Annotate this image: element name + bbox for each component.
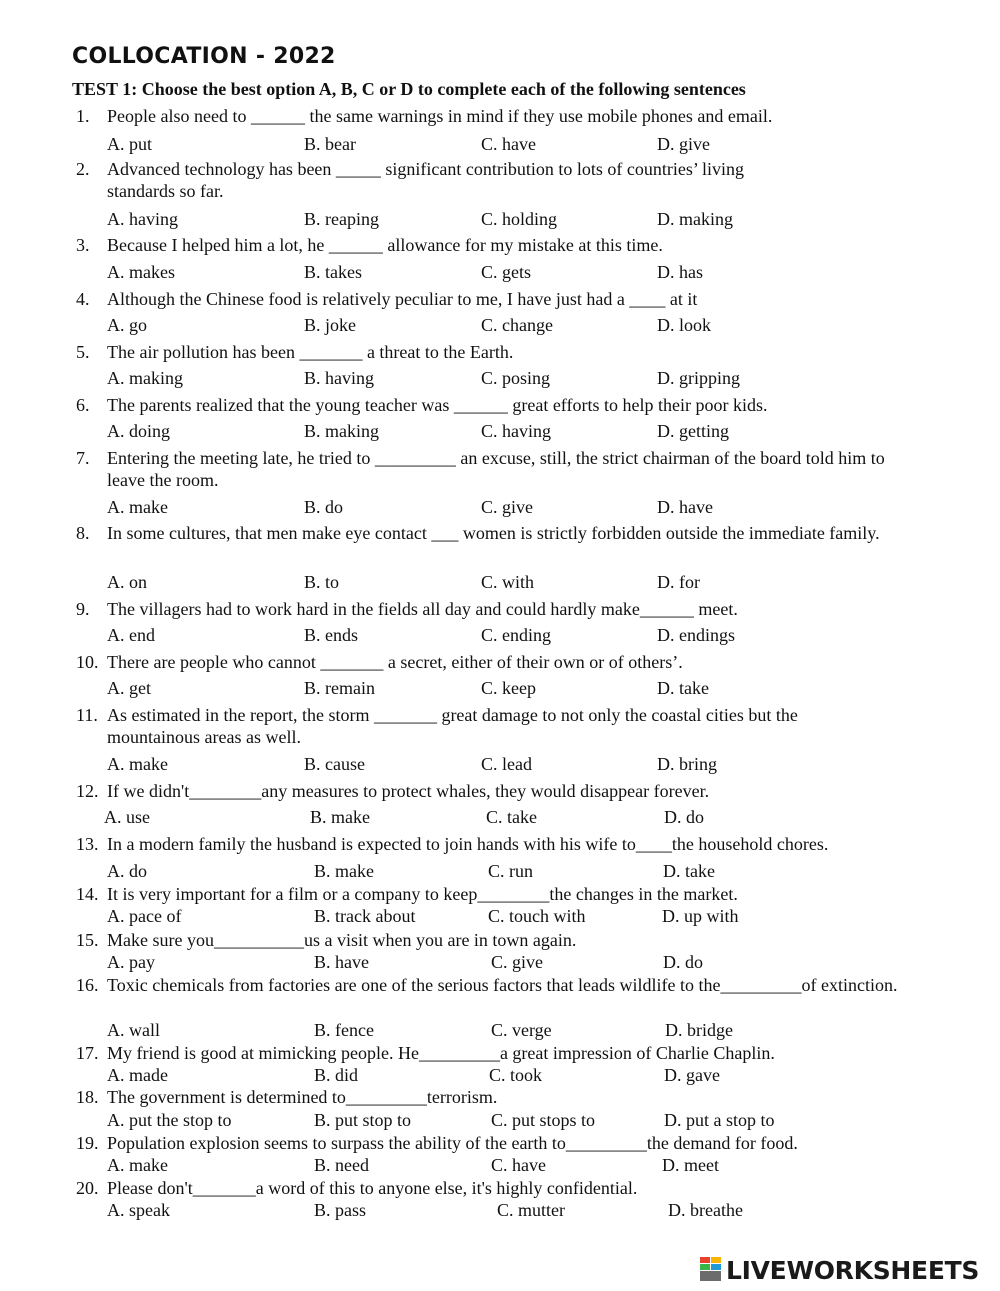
option-a[interactable]: A. made bbox=[107, 1065, 168, 1085]
question-text: In some cultures, that men make eye contact ___ women is strictly forbidden outside the immediate family. bbox=[107, 523, 880, 543]
option-c[interactable]: C. have bbox=[491, 1155, 546, 1175]
question-text: The parents realized that the young teacher was ______ great efforts to help their poor kids. bbox=[107, 395, 768, 415]
question-number: 7. bbox=[76, 448, 90, 468]
option-b[interactable]: B. making bbox=[304, 421, 379, 441]
option-d[interactable]: D. has bbox=[657, 262, 703, 282]
option-c[interactable]: C. give bbox=[491, 952, 543, 972]
question-text: People also need to ______ the same warnings in mind if they use mobile phones and email. bbox=[107, 106, 773, 126]
liveworksheets-logo-icon bbox=[700, 1257, 722, 1283]
question-text: Because I helped him a lot, he ______ allowance for my mistake at this time. bbox=[107, 235, 663, 255]
question-number: 15. bbox=[76, 930, 99, 950]
option-a[interactable]: A. on bbox=[107, 572, 147, 592]
question-text: It is very important for a film or a company to keep________the changes in the market. bbox=[107, 884, 738, 904]
option-b[interactable]: B. pass bbox=[314, 1200, 367, 1220]
question-text: Advanced technology has been _____ significant contribution to lots of countries’ living standards so far. bbox=[107, 159, 745, 201]
question-number: 2. bbox=[76, 159, 90, 179]
option-d[interactable]: D. for bbox=[657, 572, 700, 592]
option-b[interactable]: B. joke bbox=[304, 315, 356, 335]
option-b[interactable]: B. ends bbox=[304, 625, 358, 645]
option-d[interactable]: D. making bbox=[657, 209, 733, 229]
liveworksheets-logo-text: LIVEWORKSHEETS bbox=[726, 1255, 980, 1285]
option-a[interactable]: A. make bbox=[107, 754, 168, 774]
option-b[interactable]: B. did bbox=[314, 1065, 359, 1085]
question-text: Although the Chinese food is relatively peculiar to me, I have just had a ____ at it bbox=[107, 289, 698, 309]
question-text: Please don't_______a word of this to anyone else, it's highly confidential. bbox=[107, 1178, 638, 1198]
option-a[interactable]: A. doing bbox=[107, 421, 170, 441]
option-b[interactable]: B. remain bbox=[304, 678, 375, 698]
question-text: The villagers had to work hard in the fields all day and could hardly make______ meet. bbox=[107, 599, 738, 619]
option-c[interactable]: C. touch with bbox=[488, 906, 586, 926]
question-number: 3. bbox=[76, 235, 90, 255]
question-number: 19. bbox=[76, 1133, 99, 1153]
question-number: 16. bbox=[76, 975, 99, 995]
option-c[interactable]: C. posing bbox=[481, 368, 551, 388]
question-text: There are people who cannot _______ a secret, either of their own or of others’. bbox=[107, 652, 683, 672]
option-d[interactable]: D. take bbox=[663, 861, 715, 881]
test-instruction: TEST 1: Choose the best option A, B, C or D to complete each of the following sentences bbox=[72, 79, 746, 99]
option-d[interactable]: D. bridge bbox=[665, 1020, 733, 1040]
question-text: Toxic chemicals from factories are one of the serious factors that leads wildlife to the_________of extinction. bbox=[107, 975, 898, 995]
question-number: 14. bbox=[76, 884, 99, 904]
option-d[interactable]: D. getting bbox=[657, 421, 729, 441]
option-b[interactable]: B. cause bbox=[304, 754, 365, 774]
option-c[interactable]: C. verge bbox=[491, 1020, 552, 1040]
option-a[interactable]: A. use bbox=[104, 807, 150, 827]
option-a[interactable]: A. end bbox=[107, 625, 155, 645]
question-text: My friend is good at mimicking people. He_________a great impression of Charlie Chaplin. bbox=[107, 1043, 775, 1063]
option-d[interactable]: D. breathe bbox=[668, 1200, 743, 1220]
option-d[interactable]: D. do bbox=[664, 807, 704, 827]
option-b[interactable]: B. bear bbox=[304, 134, 356, 154]
question-text: Entering the meeting late, he tried to _________ an excuse, still, the strict chairman of the board told him to leave the room. bbox=[107, 448, 885, 490]
option-c[interactable]: C. mutter bbox=[497, 1200, 565, 1220]
question-text: Population explosion seems to surpass the ability of the earth to_________the demand for food. bbox=[107, 1133, 798, 1153]
question-text: In a modern family the husband is expected to join hands with his wife to____the household chores. bbox=[107, 834, 829, 854]
question-text: The government is determined to_________terrorism. bbox=[107, 1087, 498, 1107]
option-c[interactable]: C. having bbox=[481, 421, 551, 441]
question-number: 11. bbox=[76, 705, 98, 725]
question-number: 9. bbox=[76, 599, 90, 619]
question-number: 20. bbox=[76, 1178, 99, 1198]
option-a[interactable]: A. speak bbox=[107, 1200, 170, 1220]
option-c[interactable]: C. change bbox=[481, 315, 553, 335]
option-d[interactable]: D. look bbox=[657, 315, 711, 335]
option-a[interactable]: A. do bbox=[107, 861, 147, 881]
option-b[interactable]: B. takes bbox=[304, 262, 362, 282]
option-c[interactable]: C. lead bbox=[481, 754, 532, 774]
question-text: If we didn't________any measures to protect whales, they would disappear forever. bbox=[107, 781, 710, 801]
option-b[interactable]: B. make bbox=[314, 861, 374, 881]
option-d[interactable]: D. gripping bbox=[657, 368, 740, 388]
question-number: 8. bbox=[76, 523, 90, 543]
question-number: 13. bbox=[76, 834, 99, 854]
question-number: 18. bbox=[76, 1087, 99, 1107]
question-text: Make sure you__________us a visit when you are in town again. bbox=[107, 930, 577, 950]
question-text: The air pollution has been _______ a threat to the Earth. bbox=[107, 342, 514, 362]
option-b[interactable]: B. make bbox=[310, 807, 370, 827]
option-a[interactable]: A. make bbox=[107, 1155, 168, 1175]
option-c[interactable]: C. put stops to bbox=[491, 1110, 596, 1130]
question-number: 12. bbox=[76, 781, 99, 801]
option-a[interactable]: A. put bbox=[107, 134, 152, 154]
question-number: 1. bbox=[76, 106, 90, 126]
option-b[interactable]: B. reaping bbox=[304, 209, 379, 229]
option-c[interactable]: C. took bbox=[489, 1065, 543, 1085]
question-number: 5. bbox=[76, 342, 90, 362]
liveworksheets-logo[interactable] bbox=[700, 1255, 979, 1285]
option-d[interactable]: D. up with bbox=[662, 906, 739, 926]
option-a[interactable]: A. make bbox=[107, 497, 168, 517]
option-d[interactable]: D. do bbox=[663, 952, 703, 972]
option-c[interactable]: C. take bbox=[486, 807, 537, 827]
option-c[interactable]: C. keep bbox=[481, 678, 536, 698]
option-b[interactable]: B. have bbox=[314, 952, 369, 972]
option-d[interactable]: D. endings bbox=[657, 625, 735, 645]
option-c[interactable]: C. with bbox=[481, 572, 535, 592]
option-a[interactable]: A. makes bbox=[107, 262, 175, 282]
option-c[interactable]: C. ending bbox=[481, 625, 551, 645]
question-number: 17. bbox=[76, 1043, 99, 1063]
option-c[interactable]: C. run bbox=[488, 861, 533, 881]
option-c[interactable]: C. gets bbox=[481, 262, 532, 282]
page-title: COLLOCATION - 2022 bbox=[72, 44, 336, 69]
option-a[interactable]: A. having bbox=[107, 209, 178, 229]
question-number: 4. bbox=[76, 289, 90, 309]
option-a[interactable]: A. get bbox=[107, 678, 151, 698]
option-d[interactable]: D. give bbox=[657, 134, 710, 154]
option-b[interactable]: B. do bbox=[304, 497, 344, 517]
option-d[interactable]: D. take bbox=[657, 678, 709, 698]
option-b[interactable]: B. fence bbox=[314, 1020, 374, 1040]
question-number: 6. bbox=[76, 395, 90, 415]
option-a[interactable]: A. pay bbox=[107, 952, 155, 972]
option-d[interactable]: D. have bbox=[657, 497, 713, 517]
option-b[interactable]: B. need bbox=[314, 1155, 369, 1175]
option-b[interactable]: B. having bbox=[304, 368, 374, 388]
option-d[interactable]: D. meet bbox=[662, 1155, 719, 1175]
option-d[interactable]: D. gave bbox=[664, 1065, 720, 1085]
question-number: 10. bbox=[76, 652, 99, 672]
option-c[interactable]: C. holding bbox=[481, 209, 558, 229]
option-a[interactable]: A. wall bbox=[107, 1020, 160, 1040]
option-c[interactable]: C. give bbox=[481, 497, 533, 517]
option-c[interactable]: C. have bbox=[481, 134, 536, 154]
option-a[interactable]: A. pace of bbox=[107, 906, 182, 926]
option-d[interactable]: D. put a stop to bbox=[664, 1110, 775, 1130]
option-a[interactable]: A. go bbox=[107, 315, 147, 335]
option-d[interactable]: D. bring bbox=[657, 754, 717, 774]
option-a[interactable]: A. put the stop to bbox=[107, 1110, 232, 1130]
option-b[interactable]: B. put stop to bbox=[314, 1110, 412, 1130]
option-b[interactable]: B. track about bbox=[314, 906, 416, 926]
question-text: As estimated in the report, the storm _______ great damage to not only the coastal cities but the mountainous areas as well. bbox=[107, 705, 798, 747]
option-b[interactable]: B. to bbox=[304, 572, 340, 592]
option-a[interactable]: A. making bbox=[107, 368, 183, 388]
